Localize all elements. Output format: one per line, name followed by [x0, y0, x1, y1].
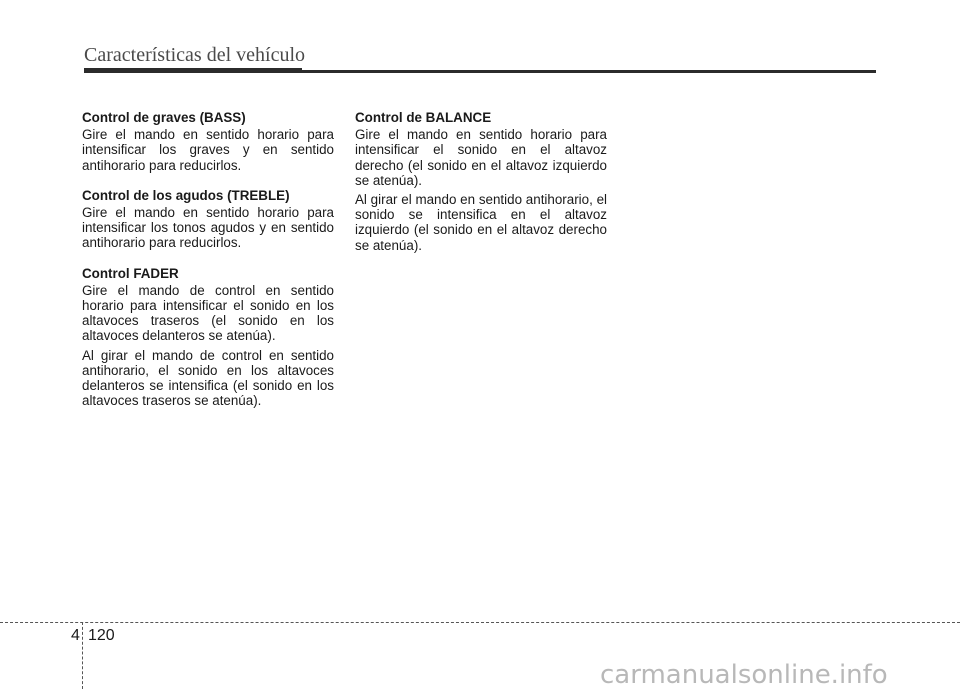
section-paragraph: Gire el mando en sentido horario para intensificar los graves y en sentido antihorario para reducirlos.	[82, 127, 334, 173]
section-heading: Control de BALANCE	[355, 110, 492, 125]
page-title: Características del vehículo	[84, 44, 306, 66]
section-heading: Control de los agudos (TREBLE)	[82, 187, 290, 203]
header-rule	[84, 70, 876, 73]
left-column	[82, 110, 334, 423]
section-paragraph: Gire el mando en sentido horario para intensificar el sonido en el altavoz derecho (el sonido en el altavoz izquierdo se atenúa).	[355, 127, 607, 188]
watermark-text: carmanualsonline.info	[600, 660, 888, 690]
footer-divider	[82, 622, 83, 689]
page-number: 120	[88, 627, 115, 644]
section-fader	[82, 266, 334, 409]
footer-rule	[0, 622, 960, 623]
section-heading: Control FADER	[82, 265, 179, 281]
section-treble	[82, 188, 334, 251]
section-paragraph: Al girar el mando de control en sentido antihorario, el sonido en los altavoces delanteros se intensifica (el sonido en los altavoces traseros se atenúa).	[82, 347, 334, 409]
section-heading: Control de graves (BASS)	[82, 110, 246, 125]
right-column	[355, 110, 607, 268]
chapter-number: 4	[71, 627, 80, 644]
section-balance	[355, 110, 607, 253]
section-bass	[82, 110, 334, 173]
section-paragraph: Gire el mando de control en sentido horario para intensificar el sonido en los altavoces traseros (el sonido en los altavoces delanteros se atenúa).	[82, 282, 334, 344]
section-paragraph: Al girar el mando en sentido antihorario, el sonido se intensifica en el altavoz izquierdo (el sonido en el altavoz derecho se atenúa).	[355, 192, 607, 253]
section-paragraph: Gire el mando en sentido horario para intensificar los tonos agudos y en sentido antihorario para reducirlos.	[82, 205, 334, 251]
